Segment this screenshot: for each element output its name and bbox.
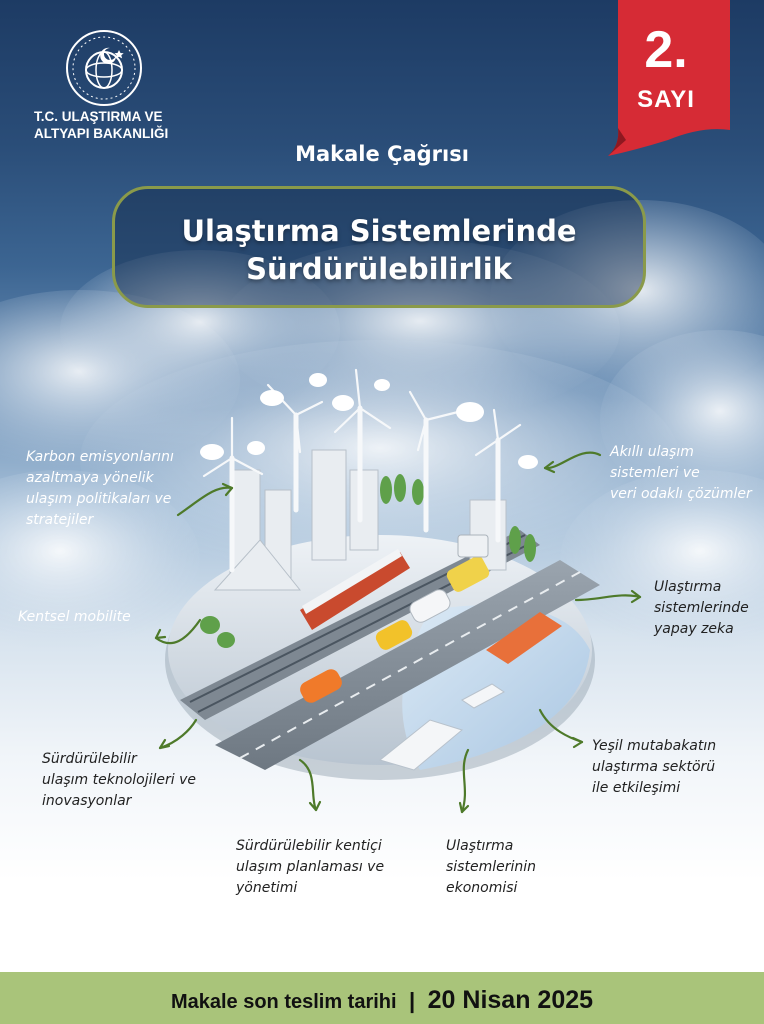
- topic-line: Karbon emisyonlarını: [26, 449, 174, 465]
- ministry-line-2: ALTYAPI BAKANLIĞI: [34, 126, 169, 141]
- topic-line: ile etkileşimi: [592, 780, 681, 796]
- topic-line: ulaştırma sektörü: [592, 759, 716, 775]
- topic-sustainable-technologies: [42, 749, 196, 812]
- topic-transport-economics: [446, 836, 536, 899]
- topic-line: Sürdürülebilir: [42, 751, 137, 767]
- main-title-line-1: Ulaştırma Sistemlerinde: [181, 214, 577, 248]
- topic-line: sistemleri ve: [610, 465, 700, 481]
- topic-line: sistemlerinde: [654, 600, 749, 616]
- topic-artificial-intelligence: [654, 577, 749, 640]
- deadline-separator: |: [409, 988, 416, 1013]
- call-for-papers-title: Makale Çağrısı: [295, 142, 469, 166]
- topic-line: Yeşil mutabakatın: [592, 738, 717, 754]
- main-title: [112, 212, 646, 288]
- topic-line: Sürdürülebilir kentiçi: [236, 838, 382, 854]
- topic-line: veri odaklı çözümler: [610, 486, 752, 502]
- topic-line: Kentsel mobilite: [18, 609, 131, 625]
- topic-line: ulaşım planlaması ve: [236, 859, 385, 875]
- topic-line: Ulaştırma: [446, 838, 514, 854]
- ministry-line-1: T.C. ULAŞTIRMA VE: [34, 109, 163, 124]
- topic-line: azaltmaya yönelik: [26, 470, 154, 486]
- topic-urban-planning: [236, 836, 384, 899]
- issue-label: SAYI: [637, 86, 695, 113]
- topic-green-deal: [592, 736, 716, 799]
- ministry-name: [34, 108, 204, 142]
- deadline-date: 20 Nisan 2025: [427, 986, 594, 1014]
- topic-line: Akıllı ulaşım: [610, 444, 694, 460]
- topic-line: Ulaştırma: [654, 579, 722, 595]
- topic-line: inovasyonlar: [42, 793, 132, 809]
- topic-line: yönetimi: [236, 880, 298, 896]
- topic-line: ekonomisi: [446, 880, 518, 896]
- topic-line: stratejiler: [26, 512, 94, 528]
- topic-line: ulaşım teknolojileri ve: [42, 772, 196, 788]
- topic-carbon-emissions: [26, 447, 174, 531]
- main-title-line-2: Sürdürülebilirlik: [246, 252, 512, 286]
- topic-urban-mobility: [18, 607, 131, 628]
- ministry-emblem-icon: [64, 28, 144, 108]
- topic-smart-transport: [610, 442, 752, 505]
- deadline-text: [0, 986, 764, 1015]
- topic-line: sistemlerinin: [446, 859, 537, 875]
- deadline-label: Makale son teslim tarihi: [170, 991, 397, 1013]
- topic-line: yapay zeka: [654, 621, 734, 637]
- topic-line: ulaşım politikaları ve: [26, 491, 172, 507]
- issue-number: 2.: [644, 21, 688, 79]
